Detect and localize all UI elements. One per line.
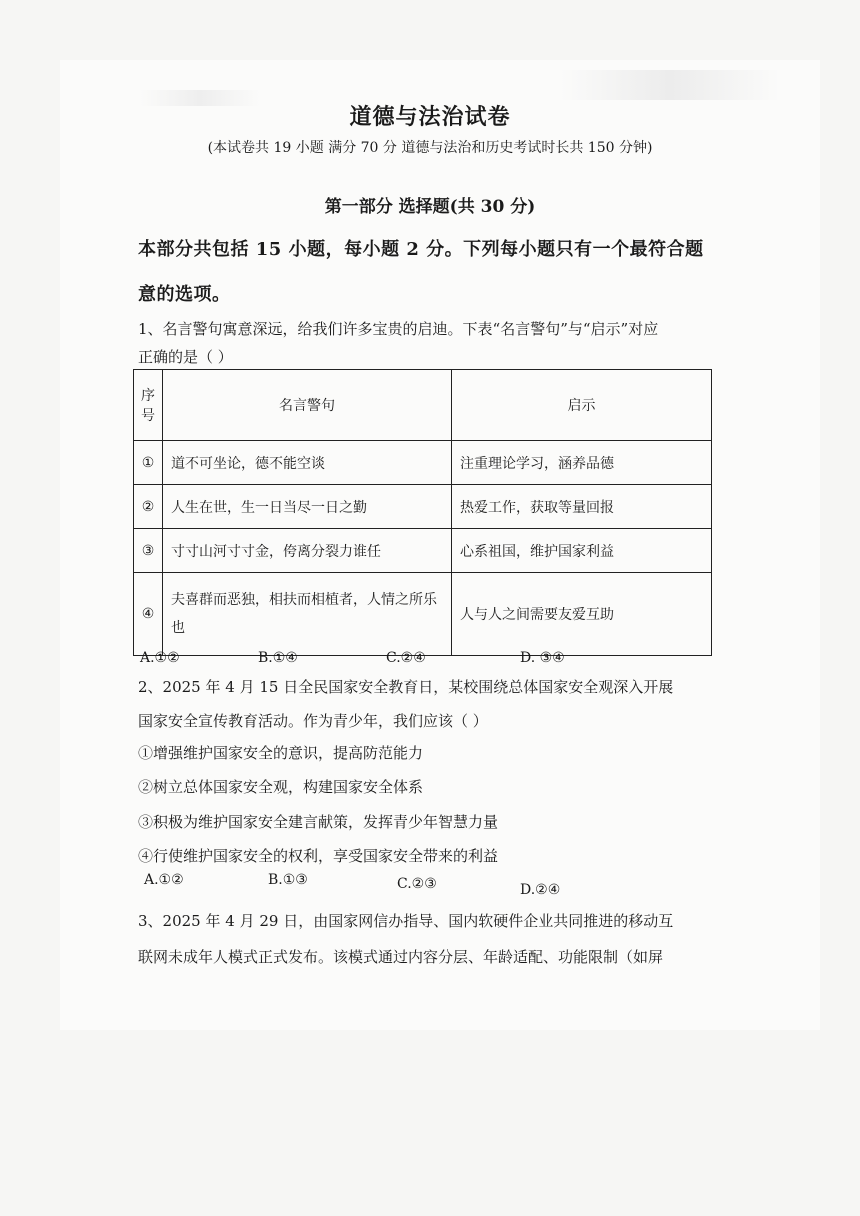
row-quote: 道不可坐论，德不能空谈 [163, 441, 452, 485]
row-no: ③ [134, 529, 163, 573]
exam-title: 道德与法治试卷 [349, 104, 511, 130]
row-hint: 人与人之间需要友爱互助 [452, 573, 712, 656]
q1-option-b: B.①④ [258, 650, 298, 666]
q2-option-a: A.①② [144, 872, 184, 888]
row-hint: 心系祖国，维护国家利益 [452, 529, 712, 573]
q2-item-3: ③积极为维护国家安全建言献策，发挥青少年智慧力量 [138, 813, 499, 831]
q2-option-c: C.②③ [397, 876, 437, 892]
q2-item-4: ④行使维护国家安全的权利，享受国家安全带来的利益 [138, 847, 499, 865]
table-row [134, 441, 712, 485]
header-no: 序号 [134, 370, 163, 441]
bleed-through-marks [560, 70, 780, 100]
header-hint: 启示 [452, 370, 712, 441]
q2-option-b: B.①③ [268, 872, 308, 888]
part1-intro-line1: 本部分共包括 15 小题，每小题 2 分。下列每小题只有一个最符合题 [138, 239, 704, 260]
q1-option-a: A.①② [140, 650, 180, 666]
q3-stem-line1: 3、2025 年 4 月 29 日，由国家网信办指导、国内软硬件企业共同推进的移动互 [138, 912, 674, 930]
q2-option-d: D.②④ [520, 882, 561, 898]
row-no: ① [134, 441, 163, 485]
row-no: ④ [134, 573, 163, 656]
part1-title: 第一部分 选择题(共 30 分) [324, 197, 536, 217]
row-quote: 寸寸山河寸寸金，侉离分裂力谁任 [163, 529, 452, 573]
header-quote: 名言警句 [163, 370, 452, 441]
table-row [134, 485, 712, 529]
exam-subtitle: (本试卷共 19 小题 满分 70 分 道德与法治和历史考试时长共 150 分钟) [207, 140, 653, 156]
row-quote: 人生在世，生一日当尽一日之勤 [163, 485, 452, 529]
q2-item-1: ①增强维护国家安全的意识，提高防范能力 [138, 744, 424, 762]
q3-stem-line2: 联网未成年人模式正式发布。该模式通过内容分层、年龄适配、功能限制（如屏 [138, 948, 664, 966]
row-no: ② [134, 485, 163, 529]
table-header-row [134, 370, 712, 441]
q2-item-2: ②树立总体国家安全观，构建国家安全体系 [138, 778, 424, 796]
q2-stem-line2: 国家安全宣传教育活动。作为青少年，我们应该（ ） [138, 712, 488, 730]
q1-table [133, 369, 712, 656]
q2-stem-line1: 2、2025 年 4 月 15 日全民国家安全教育日，某校围绕总体国家安全观深入开展 [138, 678, 674, 696]
q1-option-c: C.②④ [386, 650, 426, 666]
row-quote: 夫喜群而恶独，相扶而相植者，人情之所乐也 [163, 573, 452, 656]
q1-option-d: D. ③④ [520, 650, 565, 666]
table-row [134, 529, 712, 573]
q1-stem-line2: 正确的是（ ） [138, 348, 233, 366]
row-hint: 热爱工作，获取等量回报 [452, 485, 712, 529]
part1-intro-line2: 意的选项。 [138, 284, 231, 305]
table-row [134, 573, 712, 656]
q1-stem-line1: 1、名言警句寓意深远，给我们许多宝贵的启迪。下表“名言警句”与“启示”对应 [138, 320, 659, 338]
row-hint: 注重理论学习，涵养品德 [452, 441, 712, 485]
